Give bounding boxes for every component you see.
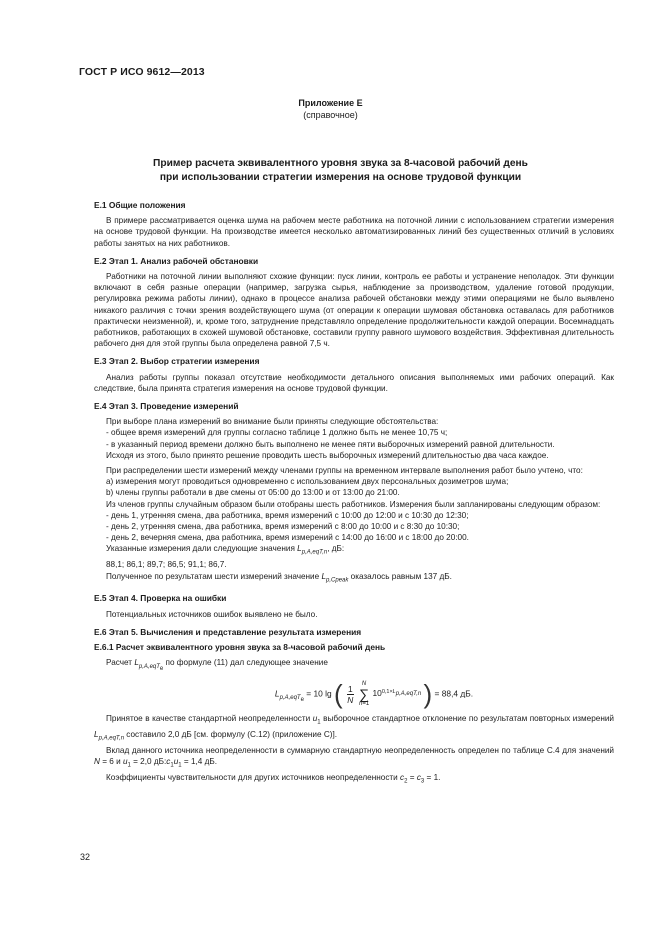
- paragraph: Вклад данного источника неопределенности в суммарную стандартную неопределенность определен по таблице С.4 для значений N = 6 и $u_1 = 2,0$ $дБ:c_1u_1 = 1,4$ дБ.: [94, 745, 614, 769]
- annex-subtitle: (справочное): [303, 110, 358, 120]
- section-heading: Е.3 Этап 2. Выбор стратегии измерения: [94, 356, 260, 367]
- paragraph: Указанные измерения дали следующие значения $L_{p,A,eqT,n}$, дБ:: [106, 544, 345, 557]
- paragraph: Анализ работы группы показал отсутствие необходимости детального описания выполняемых ими рабочих операций. Как следствие, была принята стратегия измерения на основе трудовой функции.: [94, 372, 614, 393]
- list-item: - общее время измерений для группы согласно таблице 1 должно быть не менее 10,75 ч;: [106, 428, 448, 438]
- paragraph: Исходя из этого, было принято решение проводить шесть выборочных измерений длительностью два часа каждое.: [106, 450, 549, 460]
- paragraph: Полученное по результатам шести измерений значение $L_{p,Cpeak}$ оказалось равным 137 дБ.: [106, 571, 452, 584]
- main-title-line-1: Пример расчета эквивалентного уровня звука за 8-часовой рабочий день: [153, 158, 528, 169]
- section-heading: Е.1 Общие положения: [94, 200, 186, 210]
- formula: $L_{p,A,eqT_e} = 10$ lg ( $\frac{1}{N}$ N ∑ n=1 $10^{0,1\times L_{p,A,eqT,n}}$ ) = 88,4 дБ.: [274, 678, 474, 709]
- paragraph: Работники на поточной линии выполняют схожие функции: пуск линии, контроль ее работы и устранение неполадок. Эти функции включают в себя разные операции (например, загрузка сырья, наблюдение за производством, удаление готовой продукции, регулировка режима работы линии), однако в процессе анализа рабочей обстановки между этими операциями не было выявлено никакого различия с точки зрения воздействующего шума (от операции к операции шумовая обстановка оставалась для работников практически неизменной), и, кроме того, затруднение представляло определение продолжительности каждой операции. Восемнадцать работников, работающих в схожей шумовой обстановке, составили группу равного шумового воздействия. Эффективная длительность рабочего дня для этой группы была определена равной 7,5 ч.: [94, 272, 614, 349]
- list-item: a) измерения могут проводиться одновременно с использованием двух персональных дозиметров шума;: [106, 477, 509, 487]
- paragraph: Потенциальных источников ошибок выявлено не было.: [106, 609, 318, 619]
- section-heading: Е.4 Этап 3. Проведение измерений: [94, 401, 239, 412]
- document-body: [94, 200, 614, 788]
- main-title-line-2: при использовании стратегии измерения на основе трудовой функции: [159, 172, 522, 183]
- list-item: - в указанный период времени должно быть выполнено не менее пяти выборочных измерений равной длительности.: [106, 439, 555, 449]
- annex-title: Приложение Е: [298, 98, 363, 108]
- paragraph: Коэффициенты чувствительности для других источников неопределенности $c_2 = c_3 = 1$.: [106, 772, 441, 785]
- list-item: - день 1, утренняя смена, два работника, время измерений с 10:00 до 12:00 и с 10:30 до 12:30;: [106, 510, 469, 520]
- section-heading: Е.6 Этап 5. Вычисления и представление результата измерения: [94, 626, 362, 637]
- paragraph: Расчет $L_{p,A,eqT_e}$ по формуле (11) дал следующее значение: [106, 658, 328, 673]
- main-title: [70, 157, 611, 185]
- list-item: - день 2, утренняя смена, два работника, время измерений с 8:00 до 10:00 и с 8:30 до 10:30;: [106, 522, 460, 532]
- paragraph: При распределении шести измерений между членами группы на временном интервале выполнения работ было учтено, что:: [106, 466, 583, 476]
- list-item: - день 2, вечерняя смена, два работника, время измерений с 14:00 до 16:00 и с 18:00 до 20:00.: [106, 533, 469, 543]
- measurement-values: 88,1; 86,1; 89,7; 86,5; 91,1; 86,7.: [106, 560, 227, 570]
- paragraph: В примере рассматривается оценка шума на рабочем месте работника на поточной линии с использованием стратегии измерения на основе трудовой функции. На производстве имеется несколько автоматизированных линий без существенных отличий в условиях работы занятых на них работников.: [94, 216, 614, 248]
- paragraph: Из членов группы случайным образом были отобраны шесть работников. Измерения были запланированы следующим образом:: [106, 499, 601, 509]
- page-number: 32: [80, 852, 91, 862]
- paragraph: При выборе плана измерений во внимание были приняты следующие обстоятельства:: [106, 417, 439, 427]
- list-item: b) члены группы работали в две смены от 05:00 до 13:00 и от 13:00 до 21:00.: [106, 488, 400, 498]
- subsection-heading: Е.6.1 Расчет эквивалентного уровня звука за 8-часовой рабочий день: [94, 641, 386, 652]
- paragraph: Принятое в качестве стандартной неопределенности $u_1$ выборочное стандартное отклонение по результатам повторных измерений $L_{p,A,eqT,n}$ составило 2,0 дБ [см. формулу (С.12) (приложение С)].: [94, 714, 614, 742]
- section-heading: Е.2 Этап 1. Анализ рабочей обстановки: [94, 255, 259, 266]
- document-header: ГОСТ Р ИСО 9612—2013: [79, 66, 205, 78]
- formula-result: = 88,4 дБ.: [432, 688, 474, 699]
- section-heading: Е.5 Этап 4. Проверка на ошибки: [94, 593, 227, 604]
